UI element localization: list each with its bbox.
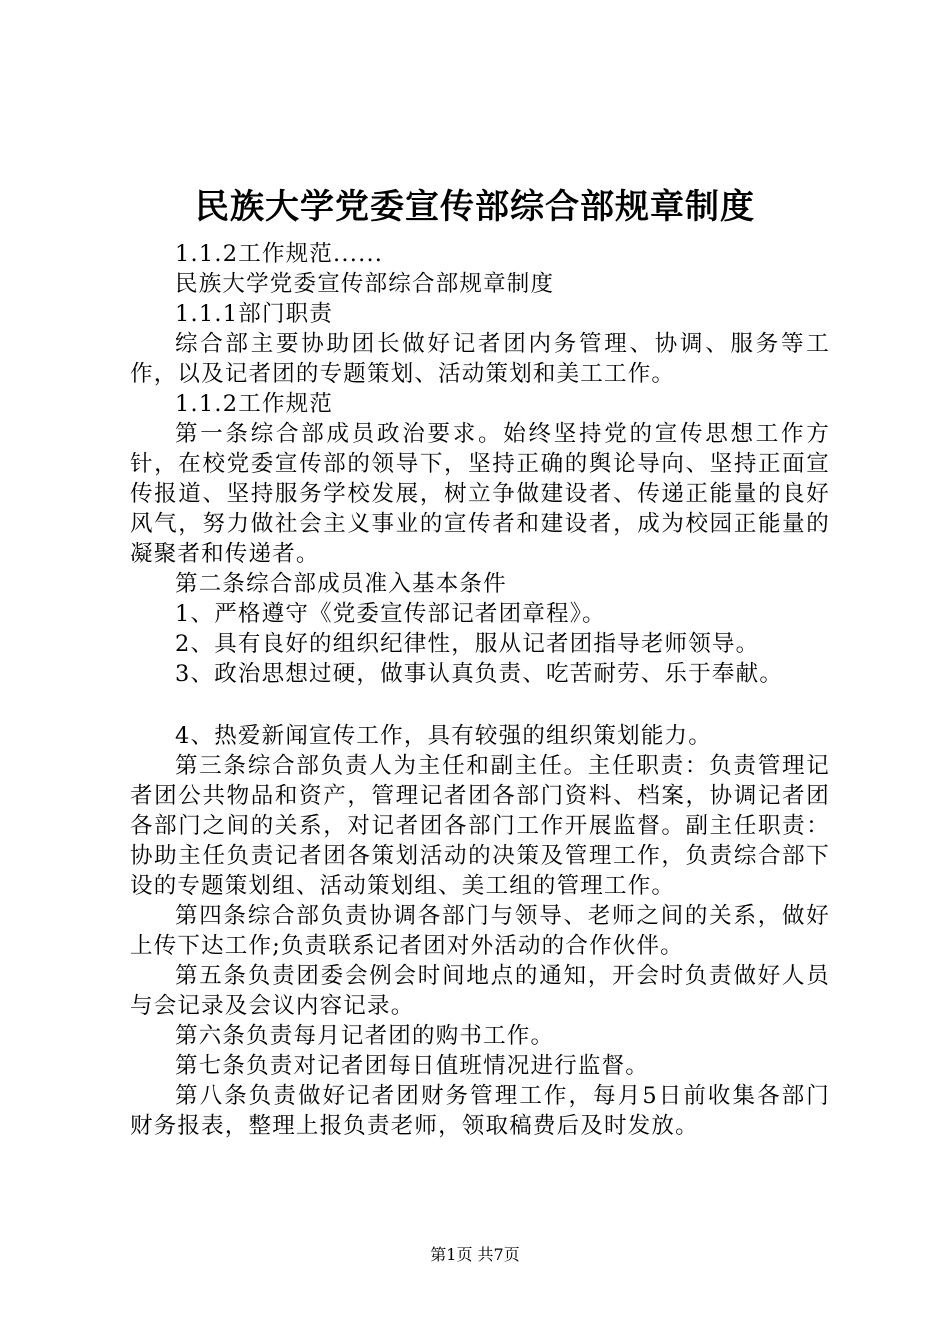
article-6: 第六条负责每月记者团的购书工作。 [175,1023,555,1049]
paragraph-duties: 综合部主要协助团长做好记者团内务管理、协调、服务等工作，以及记者团的专题策划、活动策划和美工工作。 [130,331,830,387]
article-4: 第四条综合部负责协调各部门与领导、老师之间的关系，做好上传下达工作;负责联系记者团对外活动的合作伙伴。 [130,903,830,959]
article-8: 第八条负责做好记者团财务管理工作，每月5日前收集各部门财务报表，整理上报负责老师，领取稿费后及时发放。 [130,1083,830,1139]
document-body [130,239,830,1141]
section-heading-standards: 1.1.2工作规范 [175,391,334,417]
article-1: 第一条综合部成员政治要求。始终坚持党的宣传思想工作方针，在校党委宣传部的领导下，坚持正确的舆论导向、坚持正面宣传报道、坚持服务学校发展，树立争做建设者、传递正能量的良好风气，努力做社会主义事业的宣传者和建设者，成为校园正能量的凝聚者和传递者。 [130,421,830,567]
page-number-footer: 第1页 共7页 [430,1245,520,1264]
list-item-3: 3、政治思想过硬，做事认真负责、吃苦耐劳、乐于奉献。 [175,661,784,687]
paragraph-subtitle: 民族大学党委宣传部综合部规章制度 [175,271,555,297]
list-item-2: 2、具有良好的组织纪律性，服从记者团指导老师领导。 [175,631,760,657]
article-3: 第三条综合部负责人为主任和副主任。主任职责：负责管理记者团公共物品和资产，管理记者团各部门资料、档案，协调记者团各部门之间的关系，对记者团各部门工作开展监督。副主任职责：协助主任负责记者团各策划活动的决策及管理工作，负责综合部下设的专题策划组、活动策划组、美工组的管理工作。 [130,753,830,899]
article-5: 第五条负责团委会例会时间地点的通知，开会时负责做好人员与会记录及会议内容记录。 [130,963,830,1019]
article-7: 第七条负责对记者团每日值班情况进行监督。 [175,1053,650,1079]
paragraph-toc-entry: 1.1.2工作规范...... [175,241,384,267]
article-2-heading: 第二条综合部成员准入基本条件 [175,571,507,597]
list-item-4: 4、热爱新闻宣传工作，具有较强的组织策划能力。 [175,723,712,749]
section-heading-duties: 1.1.1部门职责 [175,301,334,327]
list-item-1: 1、严格遵守《党委宣传部记者团章程》。 [175,601,606,627]
document-title: 民族大学党委宣传部综合部规章制度 [195,187,755,227]
